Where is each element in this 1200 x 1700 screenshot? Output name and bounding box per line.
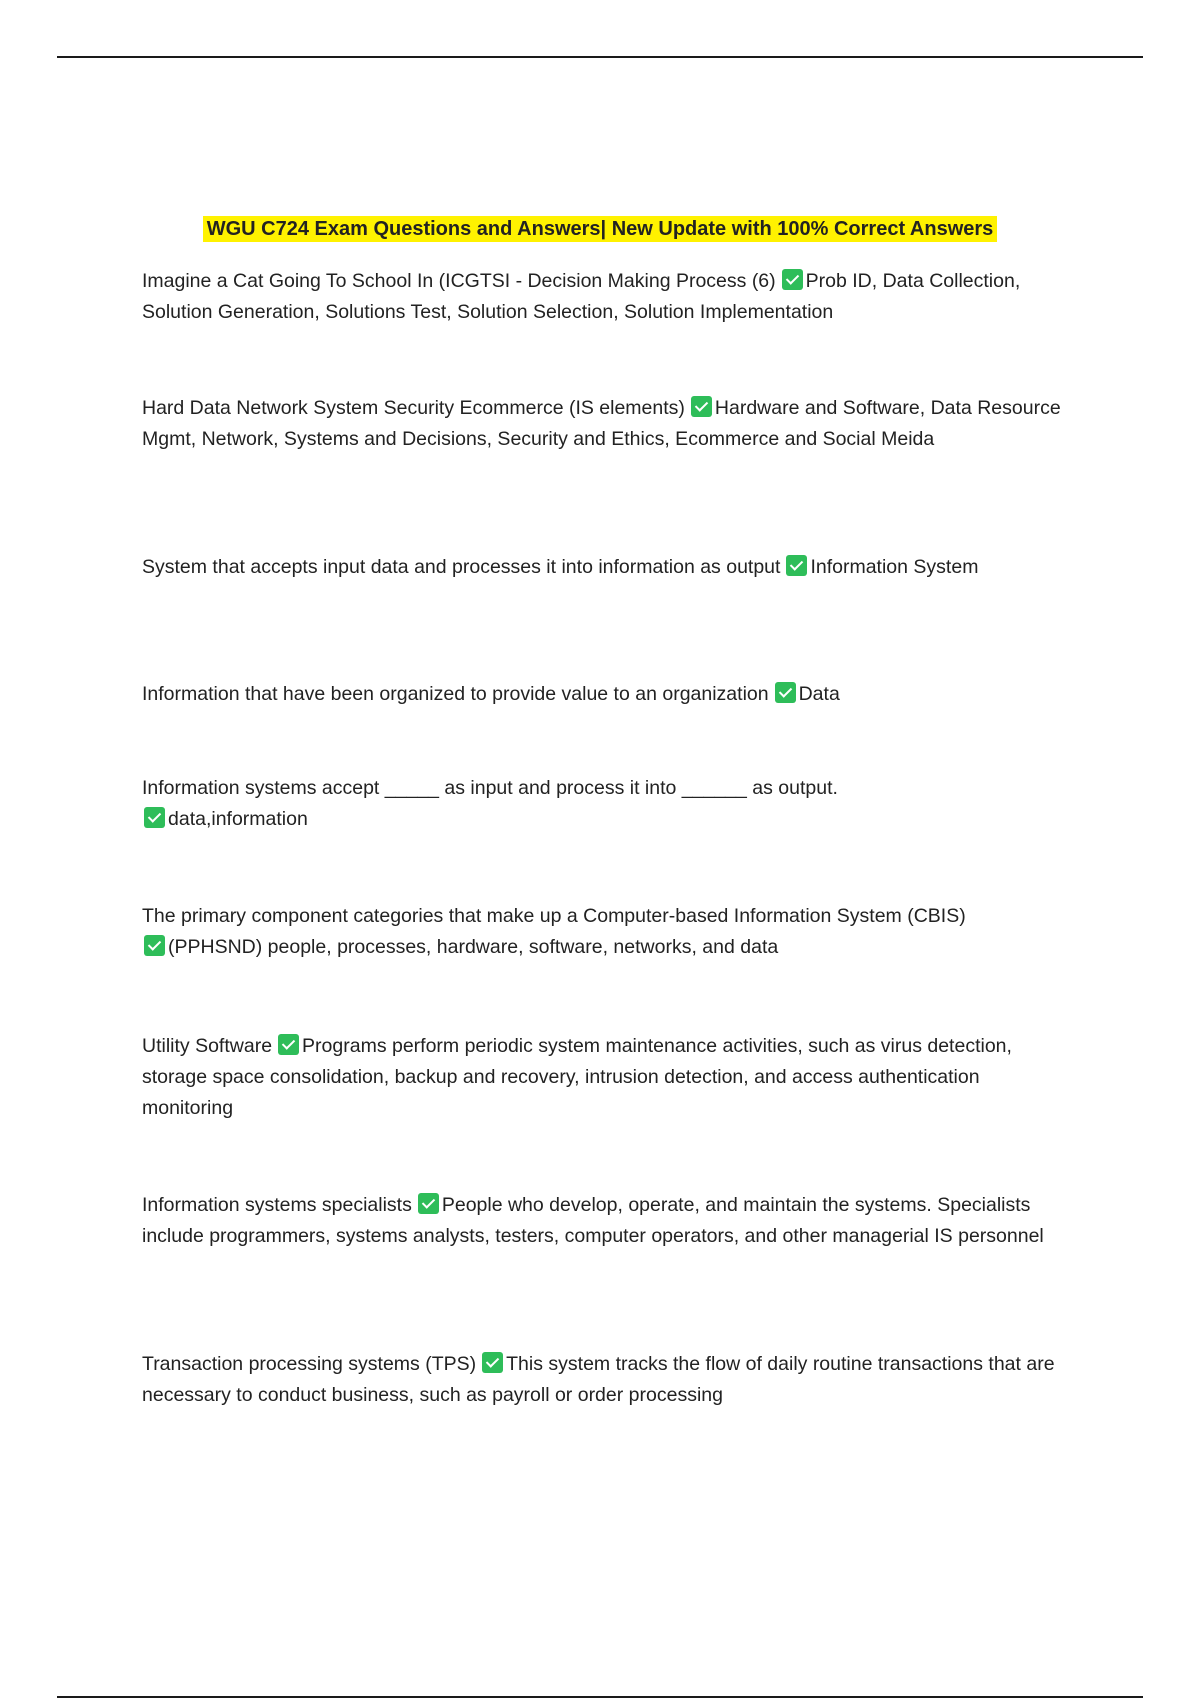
- qa-item: [142, 1031, 1072, 1124]
- question-text: Transaction processing systems (TPS): [142, 1353, 477, 1375]
- qa-item: [142, 1190, 1072, 1252]
- check-mark-icon: [786, 555, 807, 576]
- answer-text: This system tracks the flow of daily routine transactions that are necessary to conduct business, such as payroll or order processing: [142, 1353, 1055, 1406]
- qa-item: [142, 266, 1072, 328]
- question-text: Information systems accept _____ as input and process it into ______ as output.: [142, 777, 838, 799]
- page-top-rule: [57, 56, 1143, 58]
- qa-item: [142, 901, 1072, 963]
- question-text: Information systems specialists: [142, 1194, 412, 1216]
- answer-text: Hardware and Software, Data Resource Mgmt, Network, Systems and Decisions, Security and Ethics, Ecommerce and Social Meida: [142, 397, 1061, 450]
- answer-text: Programs perform periodic system maintenance activities, such as virus detection, storage space consolidation, backup and recovery, intrusion detection, and access authentication monitoring: [142, 1035, 1012, 1119]
- qa-item: [142, 1349, 1072, 1411]
- question-text: Information that have been organized to provide value to an organization: [142, 683, 769, 705]
- page-bottom-rule: [57, 1696, 1143, 1698]
- qa-item: [142, 552, 1072, 583]
- question-text: Utility Software: [142, 1035, 273, 1057]
- qa-item: [142, 773, 1072, 835]
- question-text: System that accepts input data and processes it into information as output: [142, 556, 781, 578]
- answer-text: People who develop, operate, and maintain the systems. Specialists include programmers, systems analysts, testers, computer operators, and other managerial IS personnel: [142, 1194, 1044, 1247]
- answer-text: (PPHSND) people, processes, hardware, software, networks, and data: [168, 936, 779, 958]
- question-text: Hard Data Network System Security Ecommerce (IS elements): [142, 397, 685, 419]
- check-mark-icon: [782, 269, 803, 290]
- answer-text: Prob ID, Data Collection, Solution Generation, Solutions Test, Solution Selection, Solution Implementation: [142, 270, 1021, 323]
- check-mark-icon: [144, 935, 165, 956]
- question-text: Imagine a Cat Going To School In (ICGTSI - Decision Making Process (6): [142, 270, 776, 292]
- check-mark-icon: [691, 396, 712, 417]
- check-mark-icon: [278, 1034, 299, 1055]
- document-title: [0, 213, 1200, 245]
- document-title-text: WGU C724 Exam Questions and Answers| New Update with 100% Correct Answers: [203, 216, 998, 242]
- qa-item: [142, 679, 1072, 710]
- answer-text: data,information: [168, 808, 308, 830]
- question-text: The primary component categories that make up a Computer-based Information System (CBIS): [142, 905, 966, 927]
- check-mark-icon: [144, 807, 165, 828]
- check-mark-icon: [418, 1193, 439, 1214]
- check-mark-icon: [482, 1352, 503, 1373]
- qa-item: [142, 393, 1072, 455]
- answer-text: Data: [798, 683, 840, 705]
- check-mark-icon: [775, 682, 796, 703]
- answer-text: Information System: [810, 556, 979, 578]
